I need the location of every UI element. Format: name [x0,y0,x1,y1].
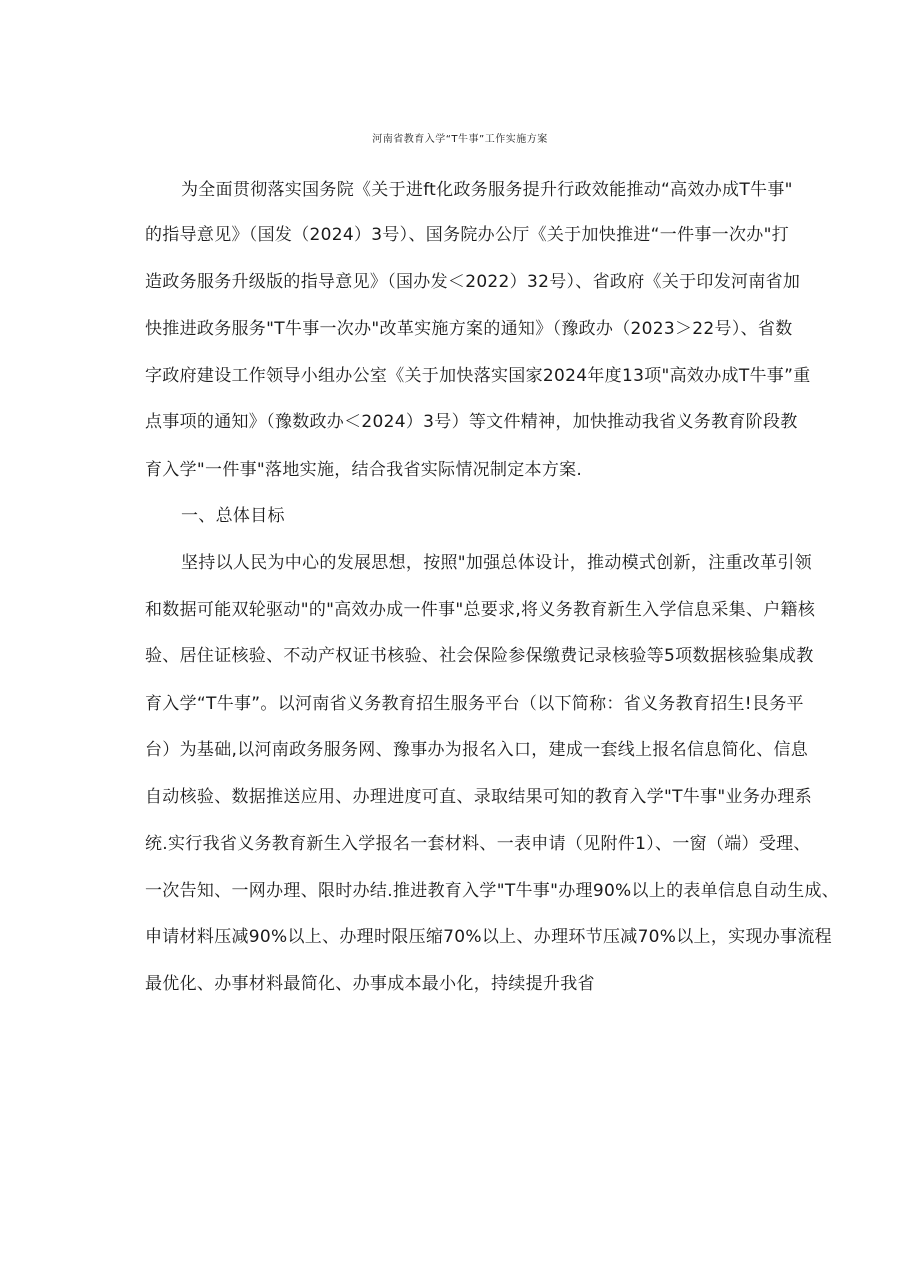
section-heading: 一、总体目标 [181,506,285,526]
paragraph-2-line: 台）为基础,以河南政务服务网、豫事办为报名入口，建成一套线上报名信息简化、信息 [145,740,809,760]
paragraph-1-line: 的指导意见》（国发（2024）3号）、国务院办公厅《关于加快推进“一件事一次办"打 [145,225,790,245]
paragraph-1-line: 育入学"一件事"落地实施，结合我省实际情况制定本方案. [145,460,583,480]
paragraph-1-line: 造政务服务升级版的指导意见》（国办发＜2022）32号）、省政府《关于印发河南省加 [145,272,801,292]
paragraph-2-line: 最优化、办事材料最简化、办事成本最小化，持续提升我省 [145,974,595,994]
paragraph-2-line: 自动核验、数据推送应用、办理进度可直、录取结果可知的教育入学"T牛事"业务办理系 [145,787,813,807]
paragraph-2-line: 验、居住证核验、不动产权证书核验、社会保险参保缴费记录核验等5项数据核验集成教 [145,646,814,666]
paragraph-1-line: 字政府建设工作领导小组办公室《关于加快落实国家2024年度13项"高效办成T牛事”重 [145,366,811,386]
paragraph-2-line: 一次告知、一网办理、限时办结.推进教育入学"T牛事"办理90%以上的表单信息自动生成、 [145,881,840,901]
paragraph-2-line: 统.实行我省义务教育新生入学报名一套材料、一表申请（见附件1）、一窗（端）受理、 [145,834,811,854]
paragraph-1-line: 点事项的通知》（豫数政办＜2024）3号）等文件精神，加快推动我省义务教育阶段教 [145,412,798,432]
paragraph-1-line: 快推进政务服务"T牛事一次办"改革实施方案的通知》（豫政办（2023＞22号）、省数 [145,319,793,339]
paragraph-2-line: 和数据可能双轮驱动"的"高效办成一件事"总要求,将义务教育新生入学信息采集、户籍核 [145,600,816,620]
document-title: 河南省教育入学“T牛事”工作实施方案 [372,134,548,145]
paragraph-2-line: 育入学“T牛事”。以河南省义务教育招生服务平台（以下简称：省义务教育招生!艮务平 [145,694,804,714]
paragraph-1-line: 为全面贯彻落实国务院《关于进ft化政务服务提升行政效能推动“高效办成T牛事" [181,180,793,200]
paragraph-2-line: 申请材料压减90%以上、办理时限压缩70%以上、办理环节压减70%以上，实现办事流程 [145,927,832,947]
paragraph-2-line: 坚持以人民为中心的发展思想，按照"加强总体设计，推动模式创新，注重改革引领 [181,553,812,573]
